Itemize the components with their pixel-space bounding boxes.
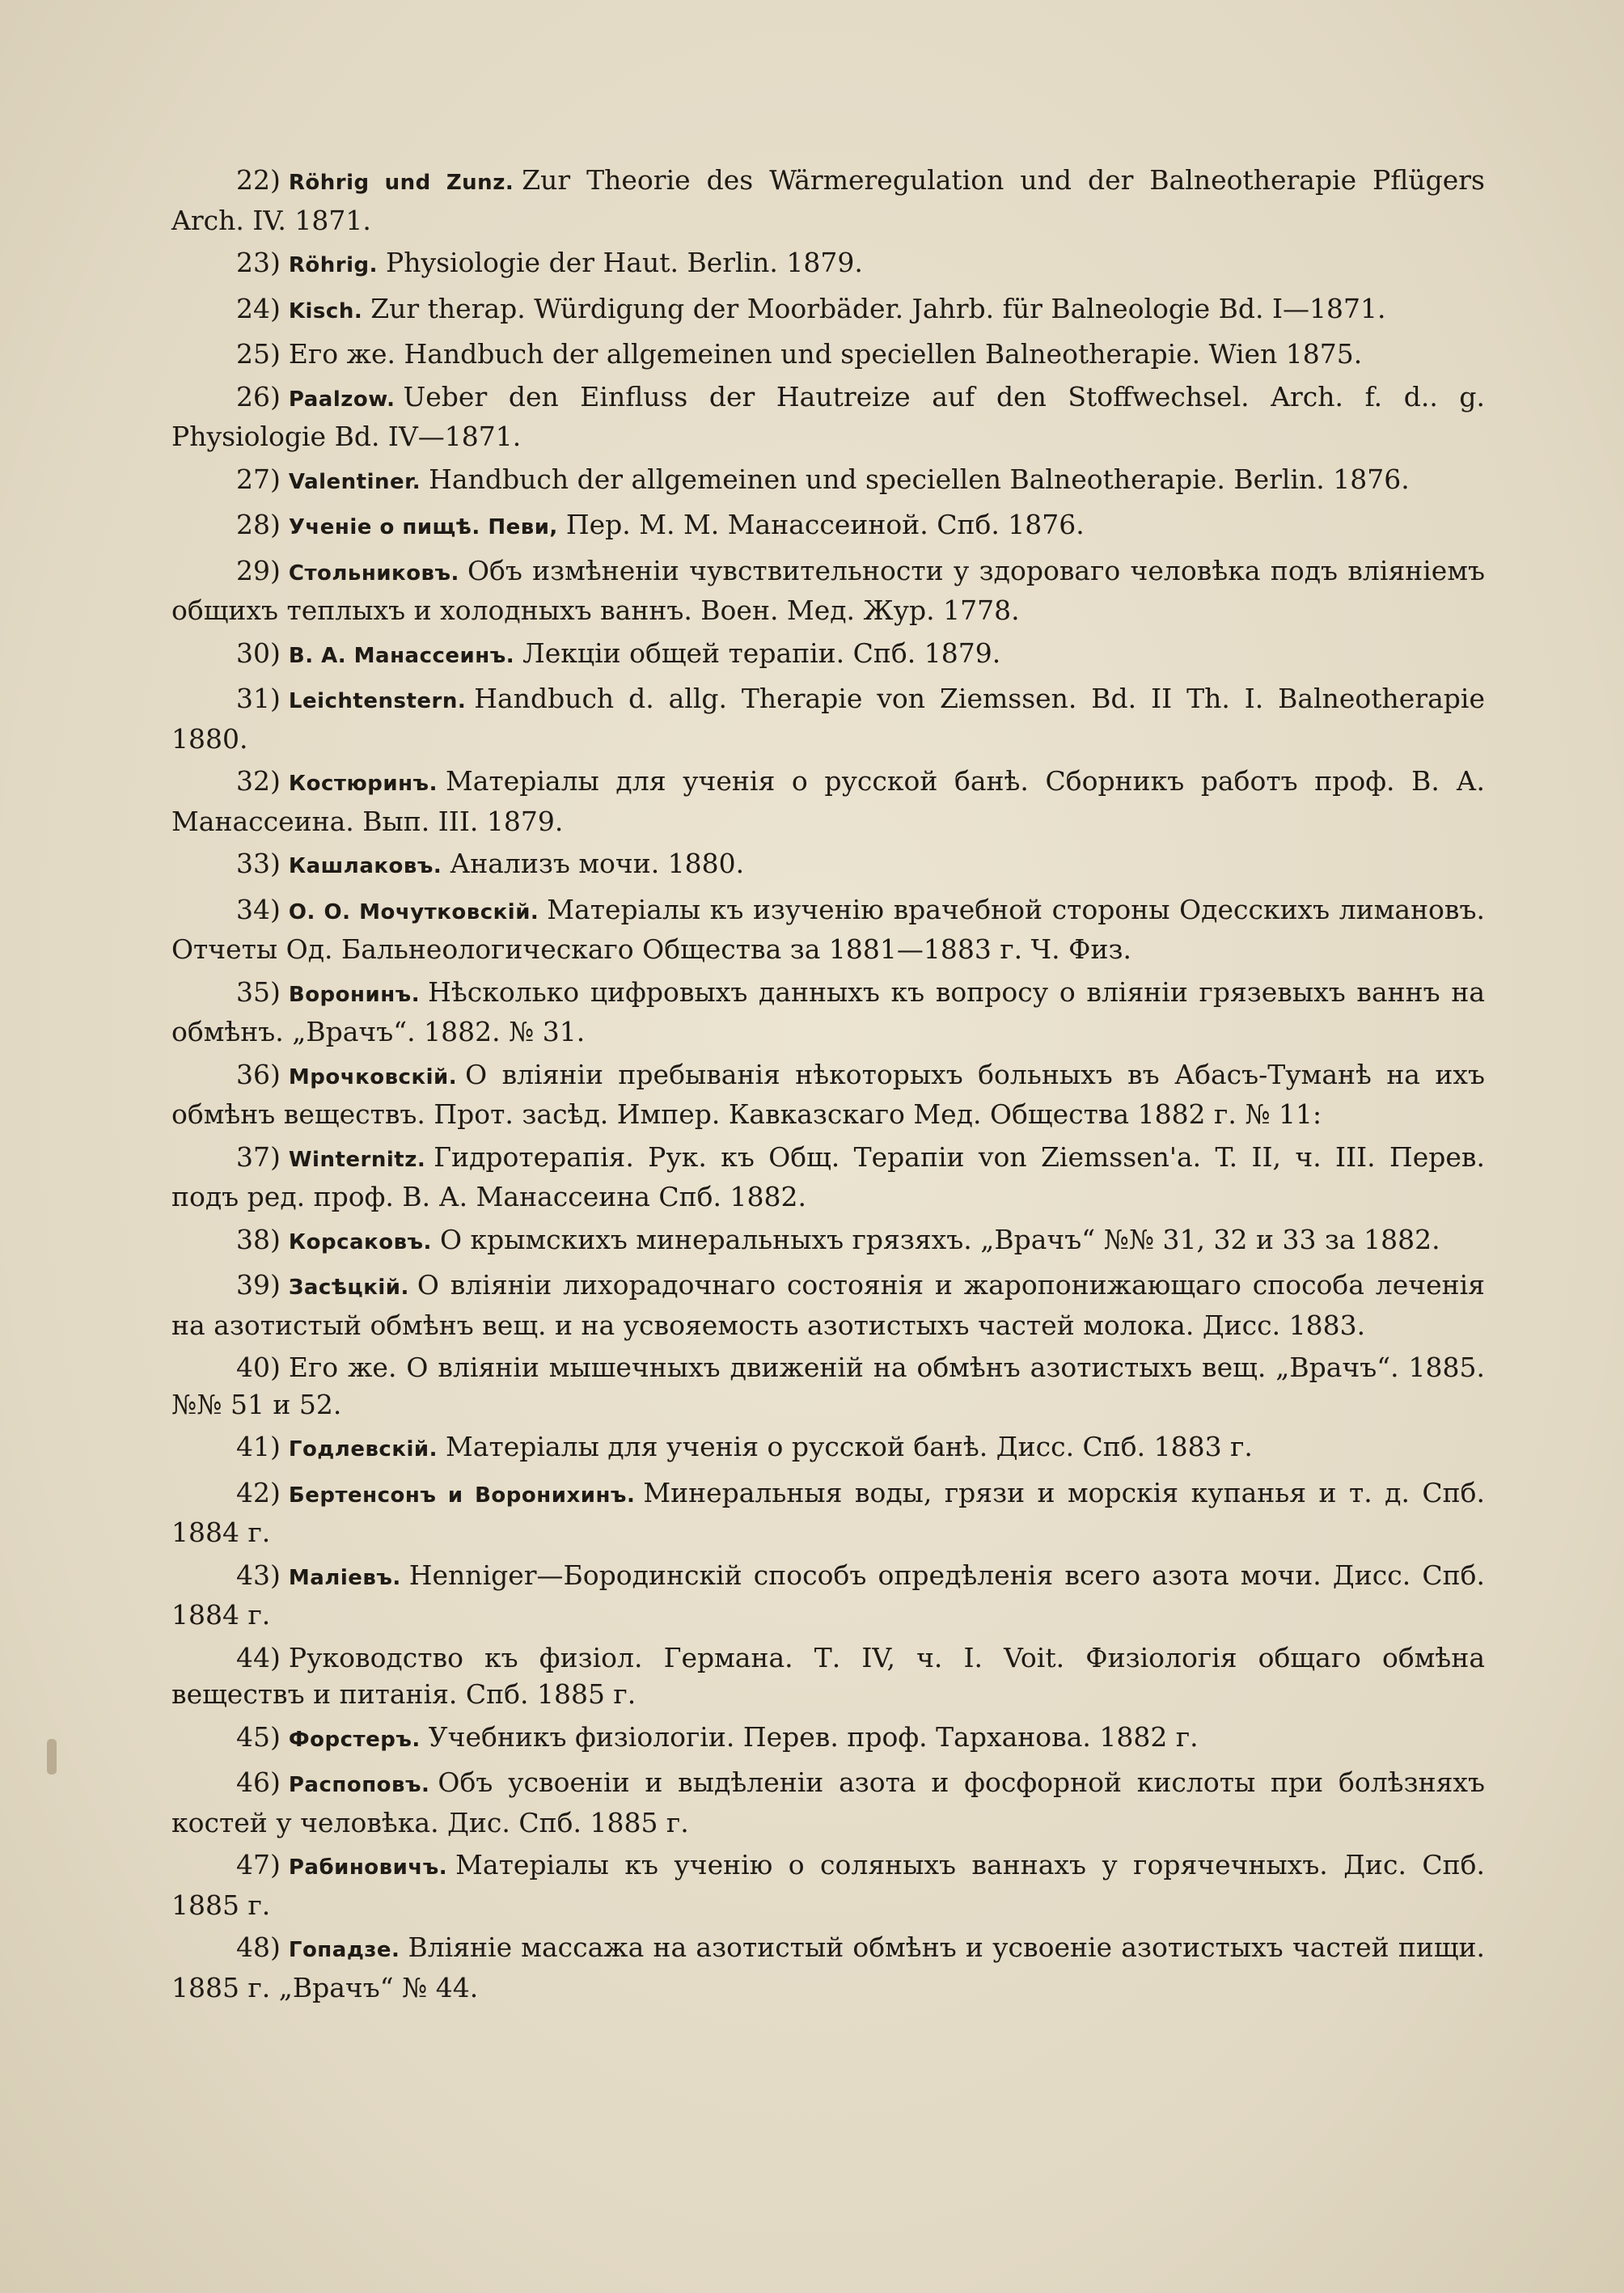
- reference-entry: [171, 506, 1485, 547]
- reference-number: 25): [236, 338, 281, 370]
- reference-number: 33): [236, 848, 281, 879]
- reference-text: Анализъ мочи. 1880.: [450, 848, 745, 879]
- reference-number: 48): [236, 1931, 281, 1963]
- reference-number: 35): [236, 975, 281, 1008]
- reference-number: 45): [236, 1720, 281, 1753]
- reference-author: Röhrig und Zunz.: [288, 171, 514, 195]
- reference-author: Годлевскій.: [288, 1437, 438, 1462]
- reference-entry: [171, 1349, 1485, 1423]
- reference-author: Ученіе о пищѣ. Певи,: [288, 515, 558, 539]
- reference-author: Воронинъ.: [288, 982, 421, 1007]
- reference-entry: [171, 680, 1485, 757]
- reference-number: 41): [236, 1431, 281, 1462]
- reference-number: 32): [236, 765, 281, 797]
- reference-number: 38): [236, 1223, 281, 1255]
- reference-text: Zur Theorie des Wärmeregulation und der Balneotherapie Pflügers Arch. IV. 1871.: [171, 164, 1485, 236]
- reference-author: Röhrig.: [288, 253, 378, 277]
- reference-text: Handbuch der allgemeinen und speciellen Balneotherapie. Berlin. 1876.: [429, 463, 1410, 495]
- reference-author: Valentiner.: [288, 469, 421, 494]
- reference-author: Кашлаковъ.: [288, 854, 442, 878]
- reference-entry: [171, 1929, 1485, 2006]
- reference-number: 30): [236, 637, 281, 669]
- reference-entry: [171, 1847, 1485, 1923]
- reference-number: 39): [236, 1269, 281, 1301]
- reference-author: Гопадзе.: [288, 1938, 400, 1962]
- reference-entry: [171, 290, 1485, 331]
- reference-entry: [171, 1719, 1485, 1759]
- reference-entry: [171, 974, 1485, 1051]
- reference-author: Костюринъ.: [288, 772, 438, 796]
- reference-text: Лекціи общей терапіи. Спб. 1879.: [522, 637, 1001, 669]
- reference-number: 46): [236, 1766, 281, 1798]
- reference-text: Handbuch d. allg. Therapie von Ziemssen. Bd. II Th. I. Balneotherapie 1880.: [171, 683, 1485, 755]
- reference-author: Winternitz.: [288, 1147, 426, 1172]
- reference-text: Объ усвоеніи и выдѣленіи азота и фосфорной кислоты при болѣзняхъ костей у человѣка. Дис. Спб. 1885 г.: [171, 1766, 1485, 1838]
- reference-text: Матеріалы для ученія о русской банѣ. Сборникъ работъ проф. В. А. Манассеина. Вып. III. 1879.: [171, 765, 1485, 837]
- reference-author: Маліевъ.: [288, 1565, 401, 1590]
- reference-number: 26): [236, 380, 281, 412]
- reference-text: Его же. О вліяніи мышечныхъ движеній на обмѣнъ азотистыхъ вещ. „Врачъ“. 1885. №№ 51 и 52.: [171, 1352, 1485, 1420]
- reference-number: 42): [236, 1476, 281, 1508]
- reference-text: О крымскихъ минеральныхъ грязяхъ. „Врачъ“ №№ 31, 32 и 33 за 1882.: [439, 1223, 1440, 1255]
- reference-text: Henniger—Бородинскій способъ опредѣленія всего азота мочи. Дисс. Спб. 1884 г.: [171, 1559, 1485, 1631]
- reference-author: Форстеръ.: [288, 1727, 421, 1752]
- reference-entry: [171, 845, 1485, 886]
- reference-text: Минеральныя воды, грязи и морскія купанья и т. д. Спб. 1884 г.: [171, 1476, 1485, 1548]
- reference-number: 27): [236, 463, 281, 495]
- reference-entry: [171, 162, 1485, 239]
- reference-entry: [171, 1639, 1485, 1713]
- reference-author: Kisch.: [288, 298, 363, 324]
- reference-text: Ueber den Einfluss der Hautreize auf den Stoffwechsel. Arch. f. d.. g. Physiologie Bd. IV—1871.: [171, 380, 1485, 452]
- reference-entry: [171, 1139, 1485, 1216]
- reference-entry: [171, 635, 1485, 675]
- reference-entry: [171, 379, 1485, 455]
- reference-text: Пер. М. М. Манассеиной. Спб. 1876.: [565, 509, 1085, 540]
- reference-entry: [171, 1221, 1485, 1262]
- reference-entry: [171, 1557, 1485, 1634]
- reference-text: О вліяніи пребыванія нѣкоторыхъ больныхъ въ Абасъ-Туманѣ на ихъ обмѣнъ веществъ. Прот. засѣд. Импер. Кавказскаго Мед. Общества 1882 г. № 11:: [171, 1058, 1485, 1130]
- reference-entry: [171, 891, 1485, 968]
- reference-text: Объ измѣненіи чувствительности у здороваго человѣка подъ вліяніемъ общихъ теплыхъ и холодныхъ ваннъ. Воен. Мед. Жур. 1778.: [171, 554, 1485, 626]
- reference-text: Гидротерапія. Рук. къ Общ. Терапіи von Ziemssen'a. T. II, ч. III. Перев. подъ ред. проф. В. А. Манассеина Спб. 1882.: [171, 1140, 1485, 1212]
- reference-author: Распоповъ.: [288, 1773, 430, 1797]
- reference-number: 44): [236, 1641, 281, 1673]
- reference-text: Матеріалы къ ученію о соляныхъ ваннахъ у горячечныхъ. Дис. Спб. 1885 г.: [171, 1849, 1485, 1921]
- reference-author: Корсаковъ.: [288, 1229, 432, 1254]
- reference-author: В. А. Манассеинъ.: [288, 643, 515, 668]
- reference-number: 47): [236, 1849, 281, 1881]
- reference-author: Paalzow.: [288, 387, 395, 412]
- reference-number: 37): [236, 1140, 281, 1173]
- reference-entry: [171, 1267, 1485, 1343]
- reference-entry: [171, 336, 1485, 373]
- reference-number: 23): [236, 247, 281, 278]
- reference-text: Physiologie der Haut. Berlin. 1879.: [386, 247, 863, 278]
- reference-author: Засѣцкій.: [288, 1276, 409, 1300]
- reference-text: Его же. Handbuch der allgemeinen und speciellen Balneotherapie. Wien 1875.: [288, 338, 1363, 370]
- reference-number: 34): [236, 893, 281, 925]
- reference-entry: [171, 1764, 1485, 1841]
- reference-entry: [171, 763, 1485, 840]
- reference-number: 40): [236, 1352, 281, 1383]
- paper-stain: [47, 1739, 57, 1775]
- reference-text: О вліяніи лихорадочнаго состоянія и жаропонижающаго способа леченія на азотистый обмѣнъ вещ. и на усвояемость азотистыхъ частей молока. Дисс. 1883.: [171, 1269, 1485, 1341]
- reference-entry: [171, 1428, 1485, 1469]
- reference-author: Бертенсонъ и Воронихинъ.: [288, 1483, 636, 1508]
- reference-author: Рабиновичъ.: [288, 1855, 448, 1880]
- reference-text: Матеріалы къ изученію врачебной стороны Одесскихъ лимановъ. Отчеты Од. Бальнеологическаго Общества за 1881—1883 г. Ч. Физ.: [171, 893, 1485, 965]
- reference-entry: [171, 461, 1485, 501]
- reference-number: 43): [236, 1559, 281, 1591]
- reference-text: Вліяніе массажа на азотистый обмѣнъ и усвоеніе азотистыхъ частей пищи. 1885 г. „Врачъ“ № 44.: [171, 1931, 1485, 2003]
- reference-text: Zur therap. Würdigung der Moorbäder. Jahrb. für Balneologie Bd. I—1871.: [370, 292, 1386, 324]
- reference-text: Учебникъ физіологіи. Перев. проф. Тарханова. 1882 г.: [428, 1720, 1199, 1753]
- reference-author: Leichtenstern.: [288, 689, 467, 713]
- reference-number: 29): [236, 554, 281, 586]
- reference-number: 22): [236, 164, 281, 196]
- reference-entry: [171, 552, 1485, 629]
- reference-entry: [171, 244, 1485, 285]
- reference-entry: [171, 1056, 1485, 1133]
- reference-entry: [171, 1474, 1485, 1551]
- reference-number: 24): [236, 292, 281, 324]
- reference-author: Стольниковъ.: [288, 561, 459, 586]
- reference-number: 31): [236, 683, 281, 714]
- reference-text: Нѣсколько цифровыхъ данныхъ къ вопросу о вліяніи грязевыхъ ваннъ на обмѣнъ. „Врачъ“. 1882. № 31.: [171, 975, 1485, 1047]
- reference-text: Руководство къ физіол. Германа. Т. IV, ч. I. Voit. Физіологія общаго обмѣна веществъ и питанія. Спб. 1885 г.: [171, 1641, 1485, 1710]
- reference-number: 28): [236, 509, 281, 540]
- reference-list: [171, 162, 1485, 2012]
- reference-author: Мрочковскій.: [288, 1064, 458, 1089]
- reference-number: 36): [236, 1058, 281, 1090]
- reference-author: О. О. Мочутковскій.: [288, 899, 539, 924]
- reference-text: Матеріалы для ученія о русской банѣ. Дисс. Спб. 1883 г.: [446, 1431, 1253, 1462]
